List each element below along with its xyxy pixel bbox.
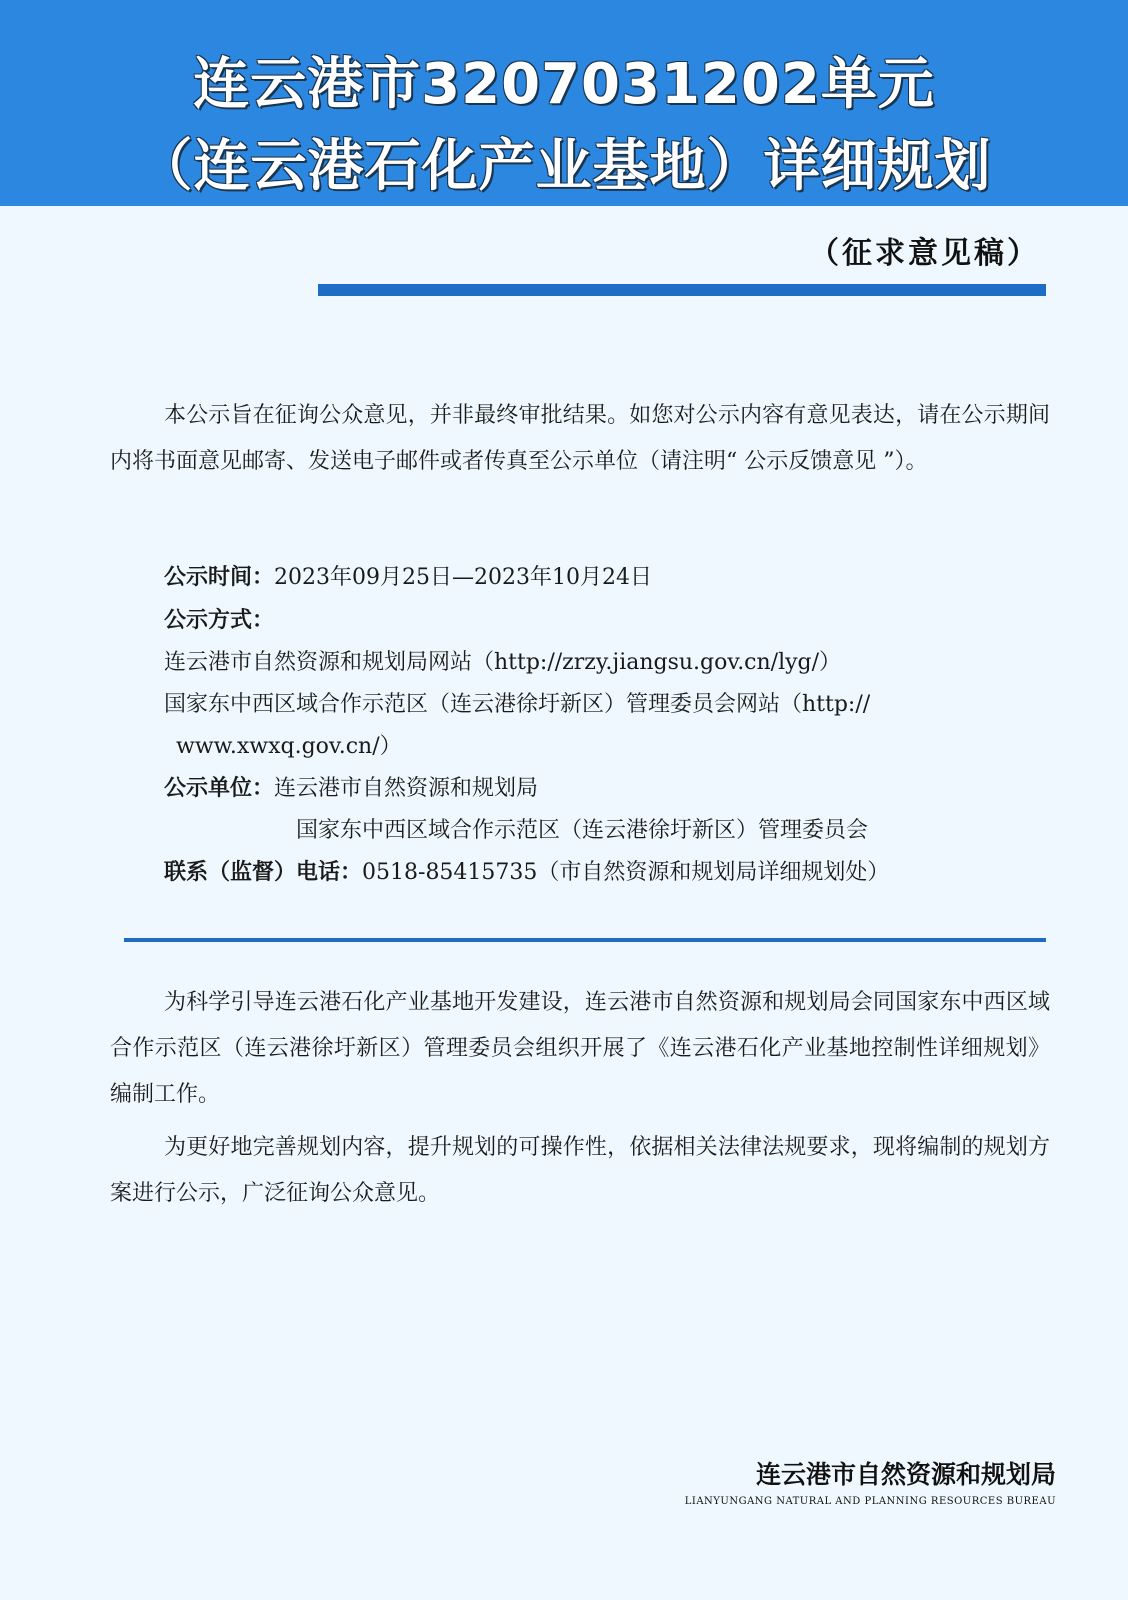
publicity-time	[164, 560, 652, 591]
method-website-2-cont: www.xwxq.gov.cn/）	[176, 734, 402, 759]
draft-subtitle: （征求意见稿）	[809, 236, 1040, 271]
unit-1: 连云港市自然资源和规划局	[274, 776, 539, 801]
contact-value: 0518-85415735（市自然资源和规划局详细规划处）	[362, 860, 890, 885]
time-value: 2023年09月25日—2023年10月24日	[274, 565, 652, 590]
intro-paragraph: 本公示旨在征询公众意见，并非最终审批结果。如您对公示内容有意见表达，请在公示期间内将书面意见邮寄、发送电子邮件或者传真至公示单位（请注明“ 公示反馈意见 ”）。	[110, 403, 1050, 474]
method-website-2: 国家东中西区域合作示范区（连云港徐圩新区）管理委员会网站（http://	[164, 692, 871, 717]
publicity-unit	[164, 771, 538, 802]
unit-2: 国家东中西区域合作示范区（连云港徐圩新区）管理委员会	[296, 818, 869, 843]
divider-top	[318, 284, 1046, 296]
method-website-1: 连云港市自然资源和规划局网站（http://zrzy.jiangsu.gov.cn/lyg/）	[164, 650, 842, 675]
footer-org-english: LIANYUNGANG NATURAL AND PLANNING RESOURCES BUREAU	[684, 1496, 1056, 1507]
contact-phone	[164, 855, 889, 886]
title-line-2: （连云港石化产业基地）详细规划	[136, 134, 992, 199]
title-banner	[0, 0, 1128, 206]
body-paragraph-1: 为科学引导连云港石化产业基地开发建设，连云港市自然资源和规划局会同国家东中西区域合作示范区（连云港徐圩新区）管理委员会组织开展了《连云港石化产业基地控制性详细规划》编制工作。	[110, 990, 1050, 1107]
title-line-1: 连云港市3207031202单元	[193, 52, 935, 117]
body-paragraph-2: 为更好地完善规划内容，提升规划的可操作性，依据相关法律法规要求，现将编制的规划方案进行公示，广泛征询公众意见。	[110, 1135, 1050, 1206]
method-label: 公示方式：	[164, 608, 275, 633]
divider-middle	[124, 938, 1046, 942]
time-label: 公示时间：	[164, 565, 275, 590]
footer-org-name: 连云港市自然资源和规划局	[755, 1460, 1056, 1489]
unit-label: 公示单位：	[164, 776, 275, 801]
contact-label: 联系（监督）电话：	[164, 860, 363, 885]
